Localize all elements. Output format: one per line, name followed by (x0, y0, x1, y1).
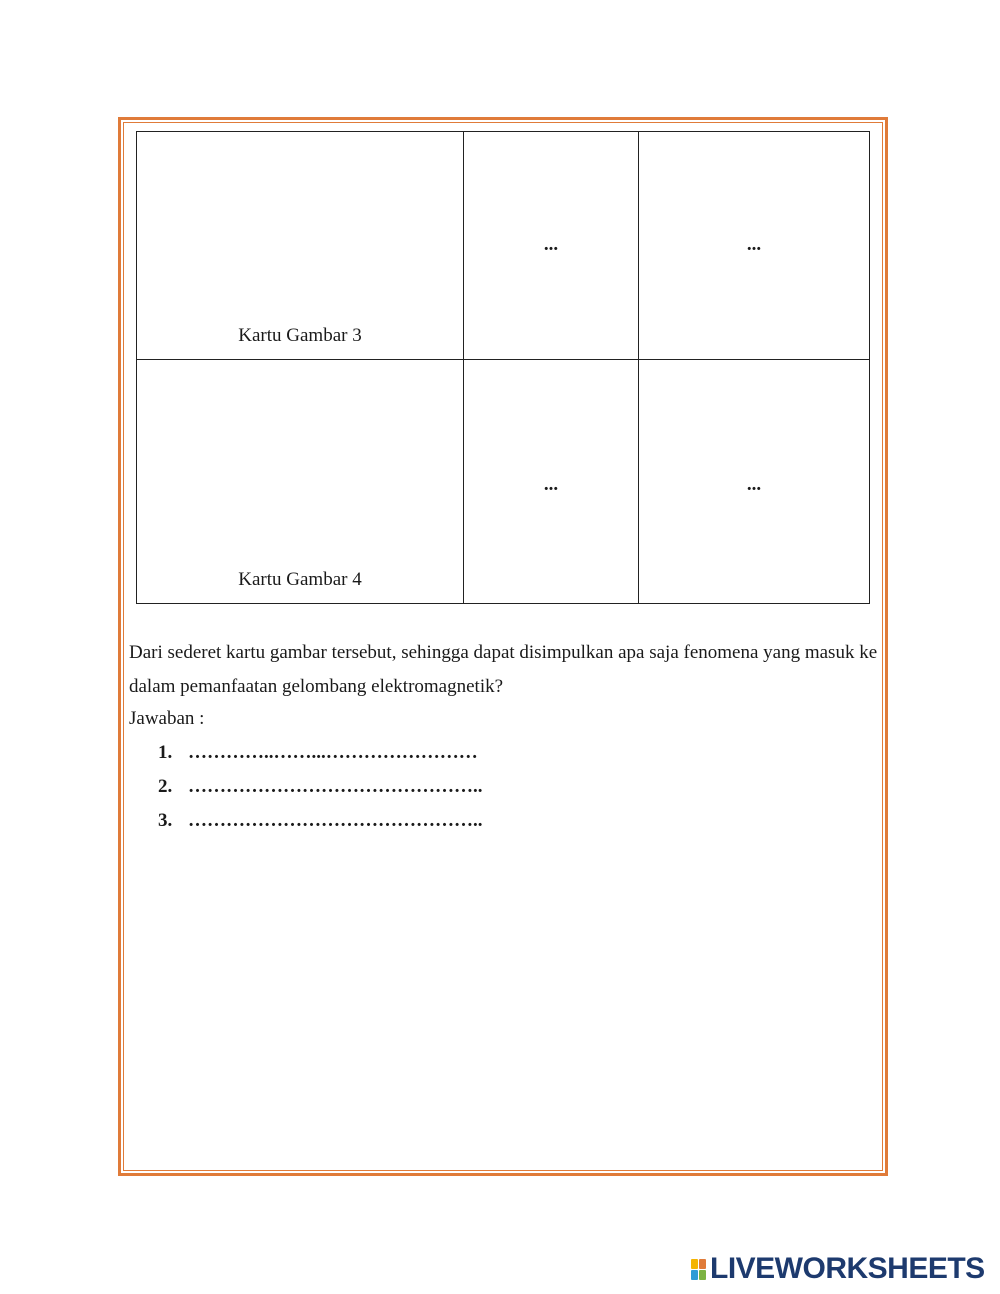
answer-number: 1. (158, 742, 173, 763)
question-text: Dari sederet kartu gambar tersebut, sehingga dapat disimpulkan apa saja fenomena yang masuk ke dalam pemanfaatan gelombang elektromagnetik? (129, 642, 878, 697)
answer-blank-cell[interactable] (464, 360, 639, 604)
blank-dots: ... (543, 234, 559, 255)
blank-dots: ... (746, 234, 762, 255)
blank-dots: ... (543, 474, 559, 495)
answer-line[interactable]: …………..……...…………………… (188, 742, 478, 763)
table-row (137, 132, 870, 360)
card-table (136, 131, 870, 604)
card-label: Kartu Gambar 4 (238, 569, 362, 590)
list-item[interactable] (158, 736, 483, 770)
answer-blank-cell[interactable] (639, 360, 870, 604)
card-image-cell (137, 132, 464, 360)
liveworksheets-logo (691, 1252, 985, 1286)
answer-blank-cell[interactable] (464, 132, 639, 360)
answer-label: Jawaban : (129, 708, 205, 729)
answer-number: 3. (158, 810, 173, 831)
card-image-cell (137, 360, 464, 604)
table-row (137, 360, 870, 604)
answer-number: 2. (158, 776, 173, 797)
card-label: Kartu Gambar 3 (238, 325, 362, 346)
list-item[interactable] (158, 804, 483, 838)
logo-mark-icon (691, 1259, 706, 1280)
answer-blank-cell[interactable] (639, 132, 870, 360)
answer-line[interactable]: ……………………………………….. (188, 810, 483, 831)
answer-line[interactable]: ……………………………………….. (188, 776, 483, 797)
logo-text: LIVEWORKSHEETS (710, 1252, 985, 1285)
blank-dots: ... (746, 474, 762, 495)
answer-list (158, 736, 483, 838)
list-item[interactable] (158, 770, 483, 804)
